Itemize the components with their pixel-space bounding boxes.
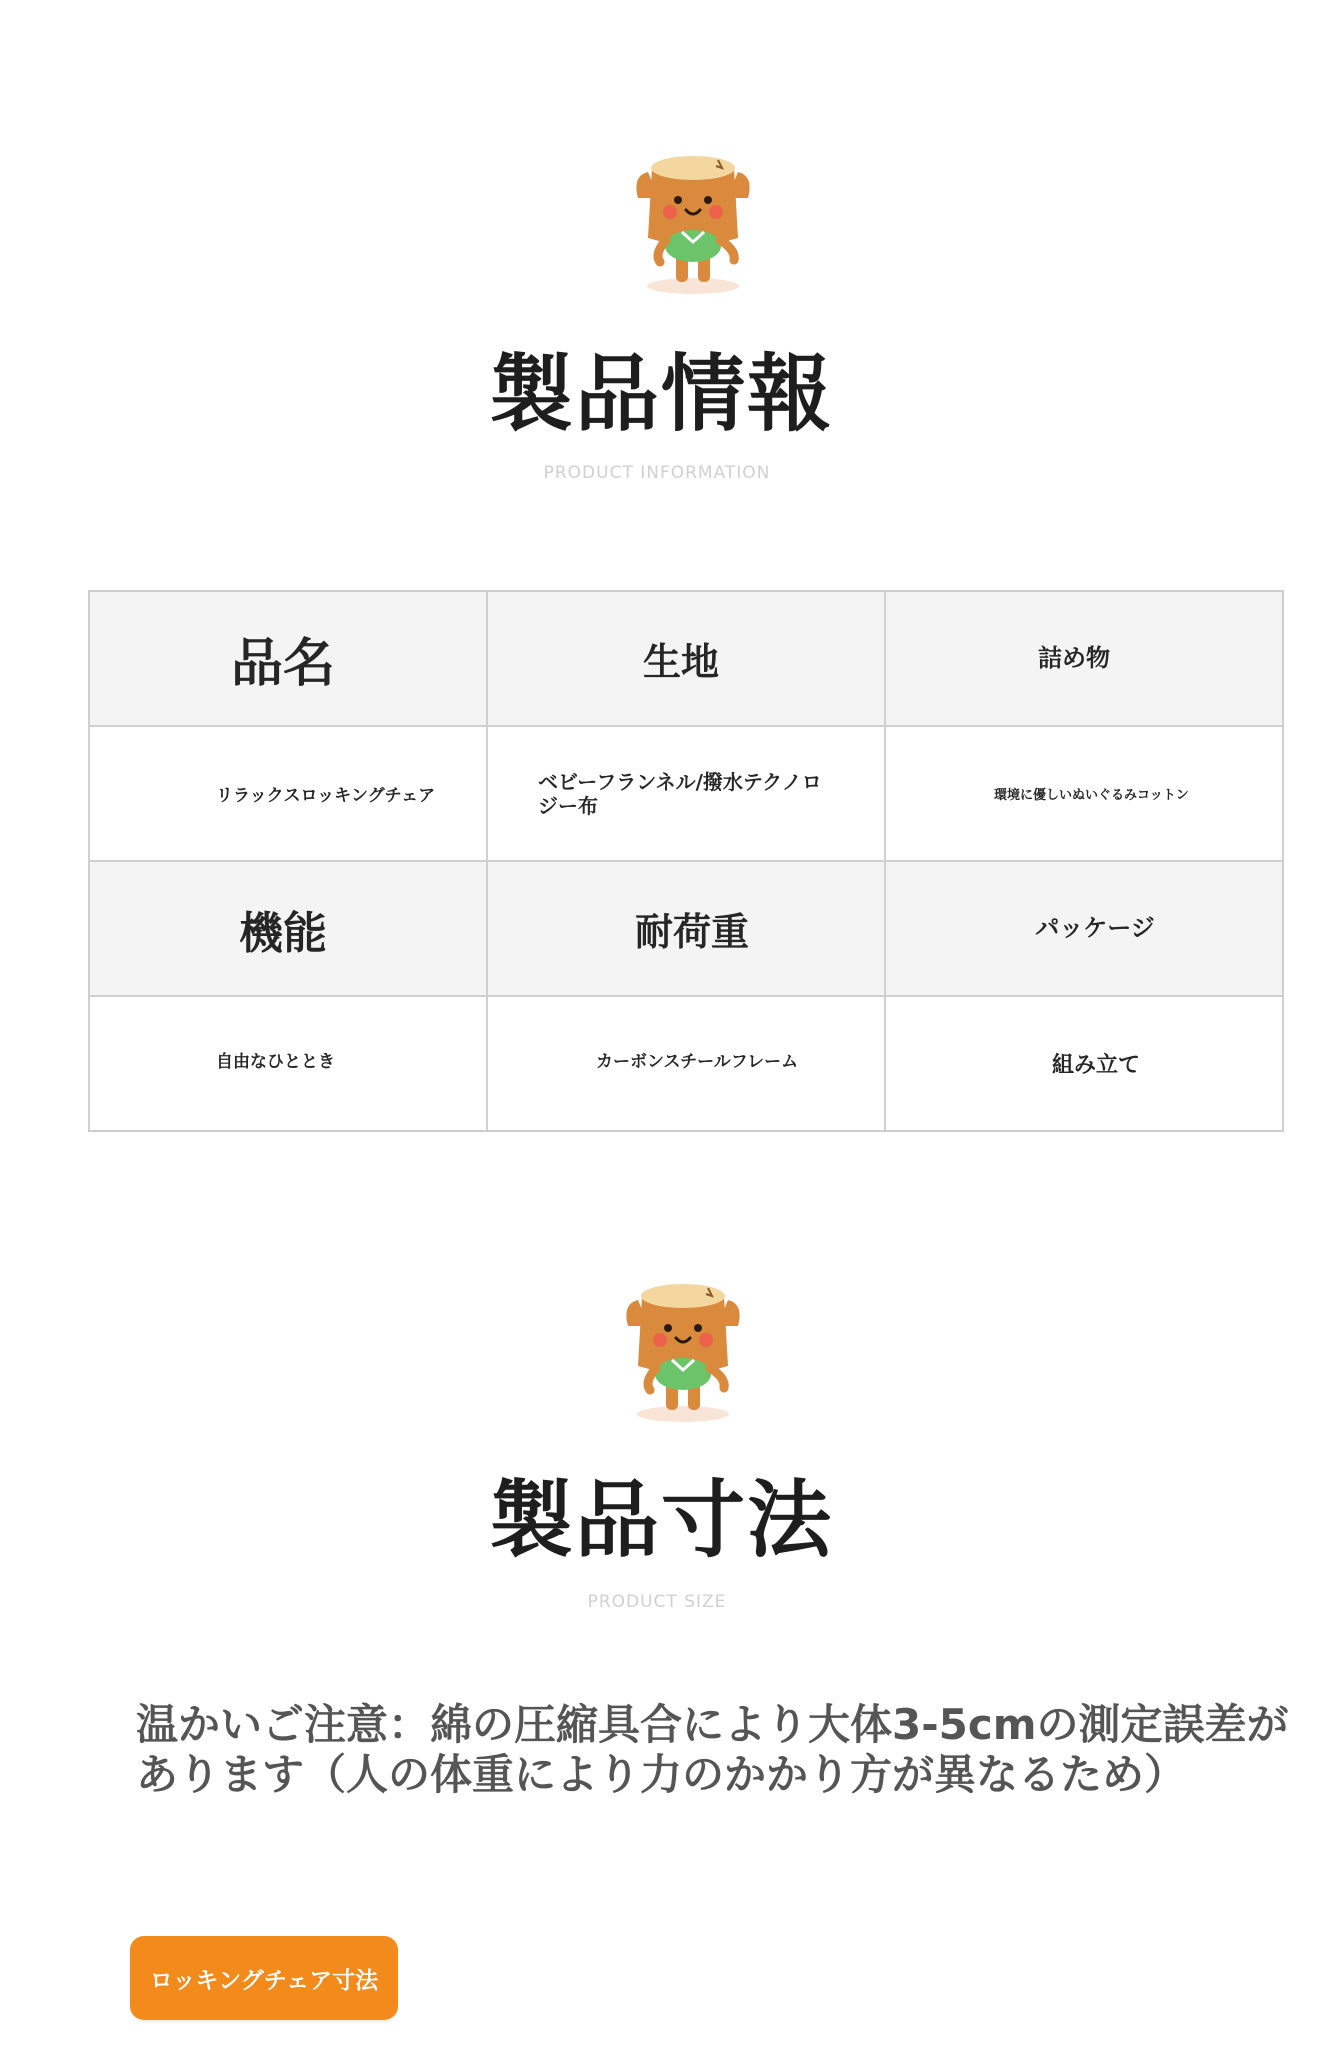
spec-header-cell <box>89 861 487 996</box>
section-title-product-size: 製品寸法 <box>488 1471 833 1569</box>
mascot-icon <box>608 1256 758 1426</box>
table-row <box>89 591 1283 726</box>
spec-value-cell <box>885 996 1283 1131</box>
table-row <box>89 861 1283 996</box>
table-row <box>89 726 1283 861</box>
spec-header-package: パッケージ <box>1035 914 1155 942</box>
spec-header-load: 耐荷重 <box>634 910 749 954</box>
spec-table <box>88 590 1284 1132</box>
spec-value-cell <box>487 726 885 861</box>
spec-value-filling: 環境に優しいぬいぐるみコットン <box>994 788 1189 803</box>
rocking-chair-size-tag[interactable]: ロッキングチェア寸法 <box>130 1936 398 2020</box>
spec-value-function: 自由なひととき <box>216 1052 335 1072</box>
section-subtitle-product-size: PRODUCT SIZE <box>587 1592 727 1612</box>
mascot-icon <box>618 128 768 298</box>
spec-header-cell <box>885 591 1283 726</box>
spec-value-cell <box>487 996 885 1131</box>
spec-header-cell <box>487 861 885 996</box>
spec-value-cell <box>89 726 487 861</box>
spec-header-cell <box>885 861 1283 996</box>
spec-value-name: リラックスロッキングチェア <box>216 786 436 806</box>
spec-header-cell <box>487 591 885 726</box>
spec-value-package: 組み立て <box>1052 1053 1141 1078</box>
spec-header-cell <box>89 591 487 726</box>
table-row <box>89 996 1283 1131</box>
spec-header-name: 品名 <box>230 634 335 694</box>
spec-header-filling: 詰め物 <box>1038 644 1110 672</box>
spec-header-fabric: 生地 <box>642 640 719 684</box>
spec-value-cell <box>89 996 487 1131</box>
spec-header-function: 機能 <box>239 907 327 959</box>
section-title-product-info: 製品情報 <box>488 345 833 443</box>
spec-value-load: カーボンスチールフレーム <box>596 1052 799 1072</box>
spec-value-fabric: ベビーフランネル/撥水テクノロジー布 <box>538 769 822 818</box>
spec-value-cell <box>885 726 1283 861</box>
measurement-notice: 温かいご注意：綿の圧縮具合により大体3-5cmの測定誤差があります（人の体重により力のかかり方が異なるため） <box>136 1700 1289 1799</box>
section-subtitle-product-info: PRODUCT INFORMATION <box>543 463 771 483</box>
